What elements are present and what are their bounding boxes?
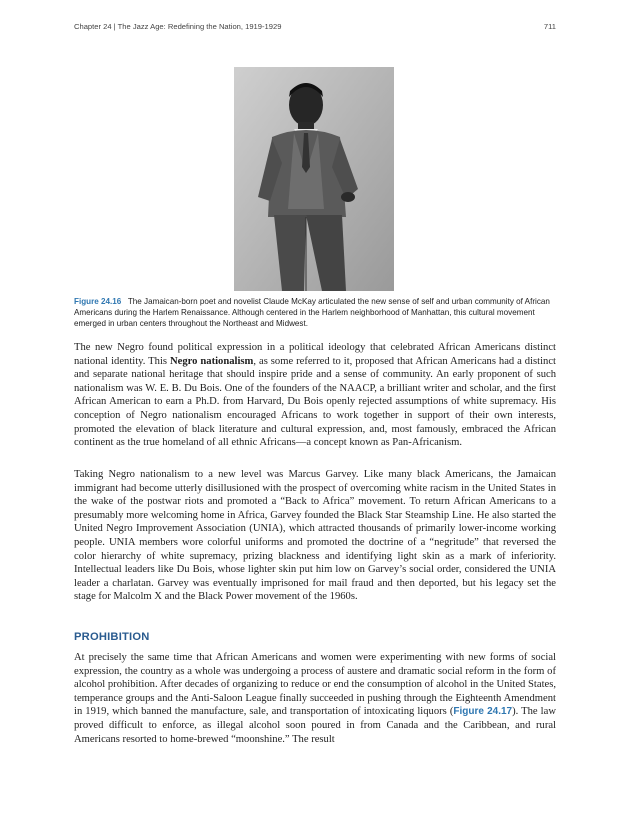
paragraph-text: At precisely the same time that African Americans and women were experimenting with new forms of social expression, the country as a whole was undergoing a process of austere and dramatic social reform in the form of alcohol prohibition. After decades of organizing to reduce or end the consumption of alcohol in the United States, temperance groups and the Anti-Saloon League finally succeeded in pushing through the Eighteenth Amendment in 1919, which banned the manufacture, sale, and transportation of intoxicating liquors ( (74, 652, 556, 718)
page-number: 711 (543, 22, 556, 31)
paragraph-negro-nationalism (74, 341, 556, 450)
portrait-illustration (234, 67, 394, 291)
figure-label: Figure 24.16 (74, 297, 122, 306)
chapter-title: Chapter 24 | The Jazz Age: Redefining the Nation, 1919-1929 (74, 22, 282, 31)
claude-mckay-photo (234, 67, 394, 291)
figure-caption-text: The Jamaican-born poet and novelist Claude McKay articulated the new sense of self and urban community of African Americans during the Harlem Renaissance. Although centered in the Harlem neighborhood of Manhattan, this cultural movement emerged in urban centers throughout the Northeast and Midwest. (74, 297, 550, 328)
figure-caption (74, 296, 556, 329)
paragraph-text: ). The law proved difficult to enforce, as illegal alcohol soon poured in from Canada and the Caribbean, and rural Americans resorted to home-brewed “moonshine.” The result (74, 706, 556, 745)
paragraph-marcus-garvey: Taking Negro nationalism to a new level was Marcus Garvey. Like many black Americans, the Jamaican immigrant had become utterly disillusioned with the prospect of overcoming white racism in the United States in the wake of the postwar riots and promoted a “Back to Africa” movement. To return African Americans to a presumably more welcoming home in Africa, Garvey founded the Black Star Steamship Line. He also started the United Negro Improvement Association (UNIA), which attracted thousands of primarily lower-income working people. UNIA members wore colorful uniforms and promoted the doctrine of a “negritude” that reversed the color hierarchy of white supremacy, prizing blackness and identifying light skin as a mark of inferiority. Intellectual leaders like Du Bois, whose lighter skin put him low on Garvey’s social order, considered the UNIA leader a charlatan. Garvey was eventually imprisoned for mail fraud and then deported, but his legacy set the stage for Malcolm X and the Black Power movement of the 1960s. (74, 469, 556, 603)
paragraph-text: The new Negro found political expression in a political ideology that celebrated African Americans distinct national identity. This (74, 342, 556, 367)
paragraph-prohibition (74, 651, 556, 746)
key-term: Negro nationalism (169, 355, 254, 367)
section-heading: PROHIBITION (74, 631, 150, 643)
running-header (74, 22, 556, 31)
figure-link[interactable]: Figure 24.17 (453, 706, 513, 718)
paragraph-text: , as some referred to it, proposed that African Americans had a distinct and separate national heritage that should inspire pride and a sense of community. An early proponent of such nationalism was W. E. B. Du Bois. One of the founders of the NAACP, a brilliant writer and scholar, and the first African American to earn a Ph.D. from Harvard, Du Bois openly rejected assumptions of white supremacy. His conception of Negro nationalism encouraged Africans to work together in support of their own interests, promoted the elevation of black literature and cultural expression, and, most famously, embraced the African continent as the true homeland of all ethnic Africans—a concept known as Pan-Africanism. (74, 355, 557, 449)
